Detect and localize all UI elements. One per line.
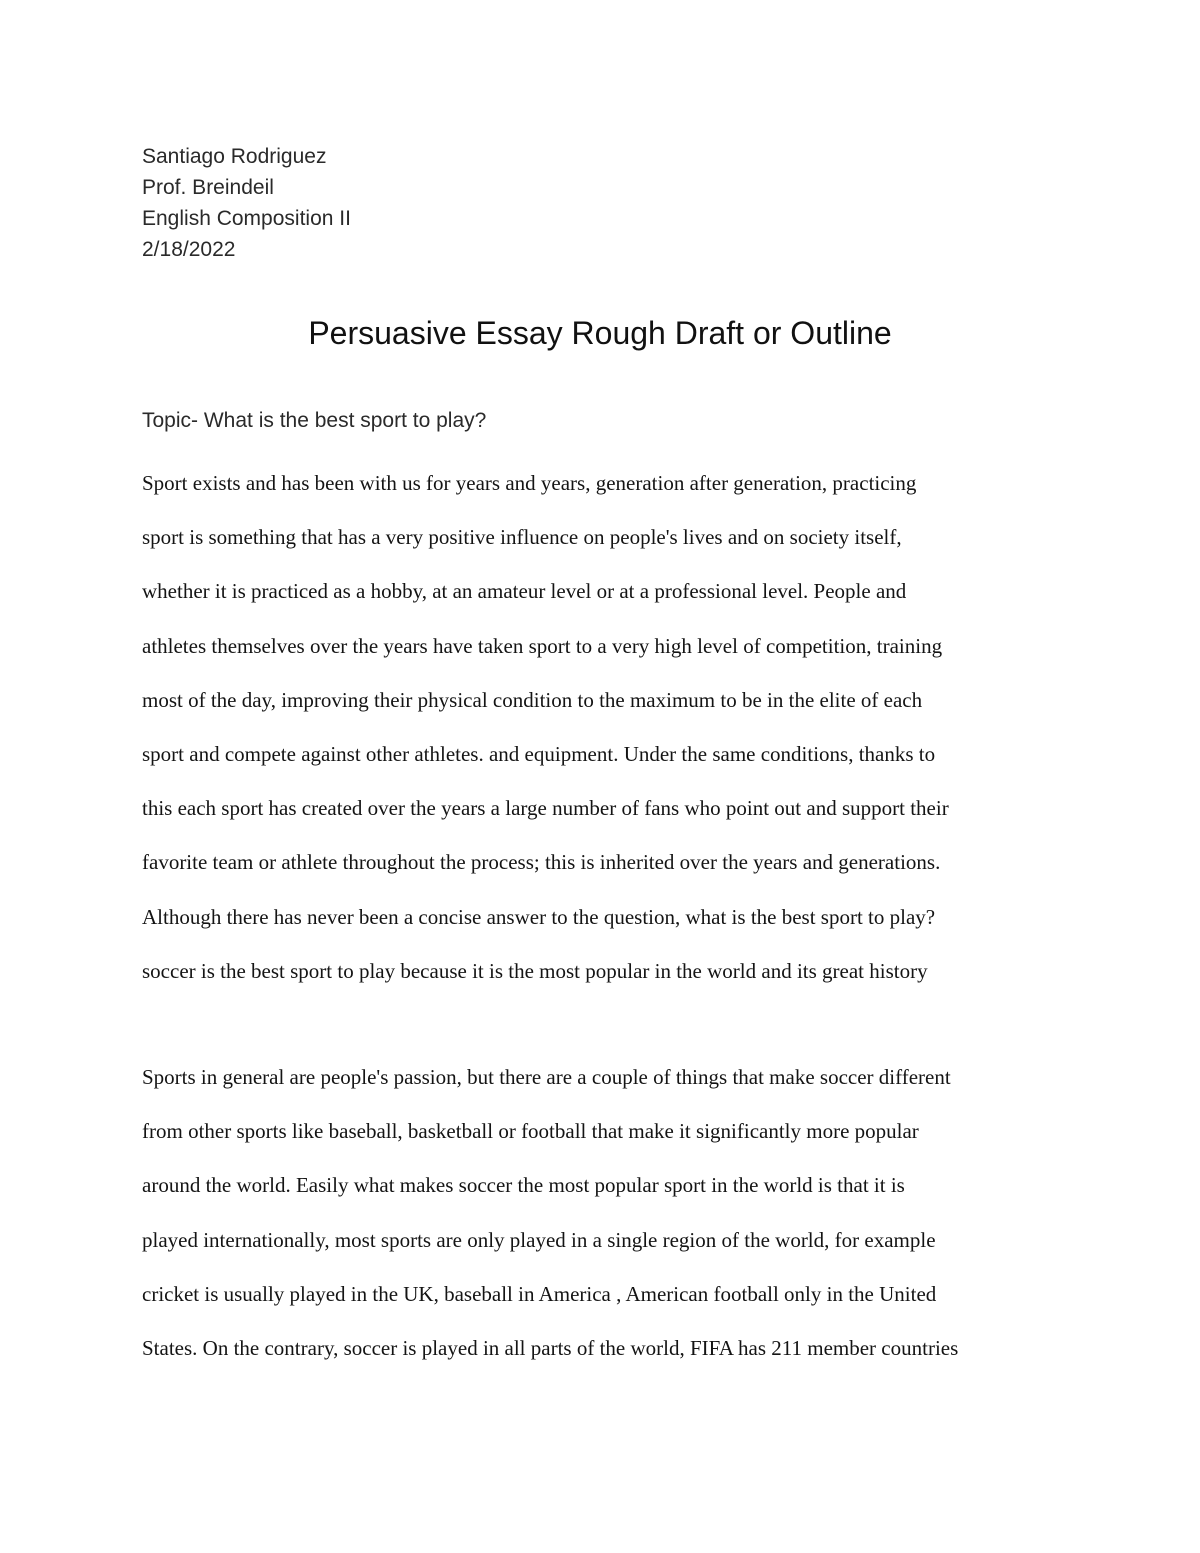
paragraph-line: States. On the contrary, soccer is played in all parts of the world, FIFA has 211 member countries — [142, 1336, 959, 1361]
paragraph-line: sport and compete against other athletes. and equipment. Under the same conditions, thanks to — [142, 742, 936, 767]
paragraph-line: from other sports like baseball, basketball or football that make it significantly more popular — [142, 1119, 919, 1144]
professor-name: Prof. Breindeil — [142, 176, 274, 199]
document-header — [142, 141, 351, 265]
paragraph-line: Sport exists and has been with us for years and years, generation after generation, practicing — [142, 471, 917, 495]
paragraph-2 — [142, 1050, 1072, 1375]
paragraph-1 — [142, 456, 1072, 998]
paragraph-line: most of the day, improving their physical condition to the maximum to be in the elite of each — [142, 687, 923, 712]
document-date: 2/18/2022 — [142, 238, 236, 261]
paragraph-line: Sports in general are people's passion, but there are a couple of things that make soccer different — [142, 1065, 951, 1089]
paragraph-line: played internationally, most sports are only played in a single region of the world, for example — [142, 1227, 936, 1252]
topic-line: Topic- What is the best sport to play? — [142, 409, 487, 432]
paragraph-line: athletes themselves over the years have taken sport to a very high level of competition, training — [142, 633, 943, 658]
paragraph-line: around the world. Easily what makes soccer the most popular sport in the world is that it is — [142, 1173, 905, 1198]
paragraph-line: Although there has never been a concise answer to the question, what is the best sport to play? — [142, 904, 936, 929]
paragraph-line: this each sport has created over the years a large number of fans who point out and support their — [142, 796, 949, 821]
paragraph-line: soccer is the best sport to play because it is the most popular in the world and its great history — [142, 958, 928, 983]
paragraph-line: cricket is usually played in the UK, baseball in America , American football only in the United — [142, 1281, 937, 1306]
course-name: English Composition II — [142, 207, 351, 230]
paragraph-line: sport is something that has a very positive influence on people's lives and on society itself, — [142, 525, 902, 550]
paragraph-line: whether it is practiced as a hobby, at an amateur level or at a professional level. People and — [142, 579, 907, 604]
author-name: Santiago Rodriguez — [142, 145, 327, 168]
paragraph-line: favorite team or athlete throughout the process; this is inherited over the years and generations. — [142, 850, 941, 875]
document-title: Persuasive Essay Rough Draft or Outline — [308, 315, 892, 351]
